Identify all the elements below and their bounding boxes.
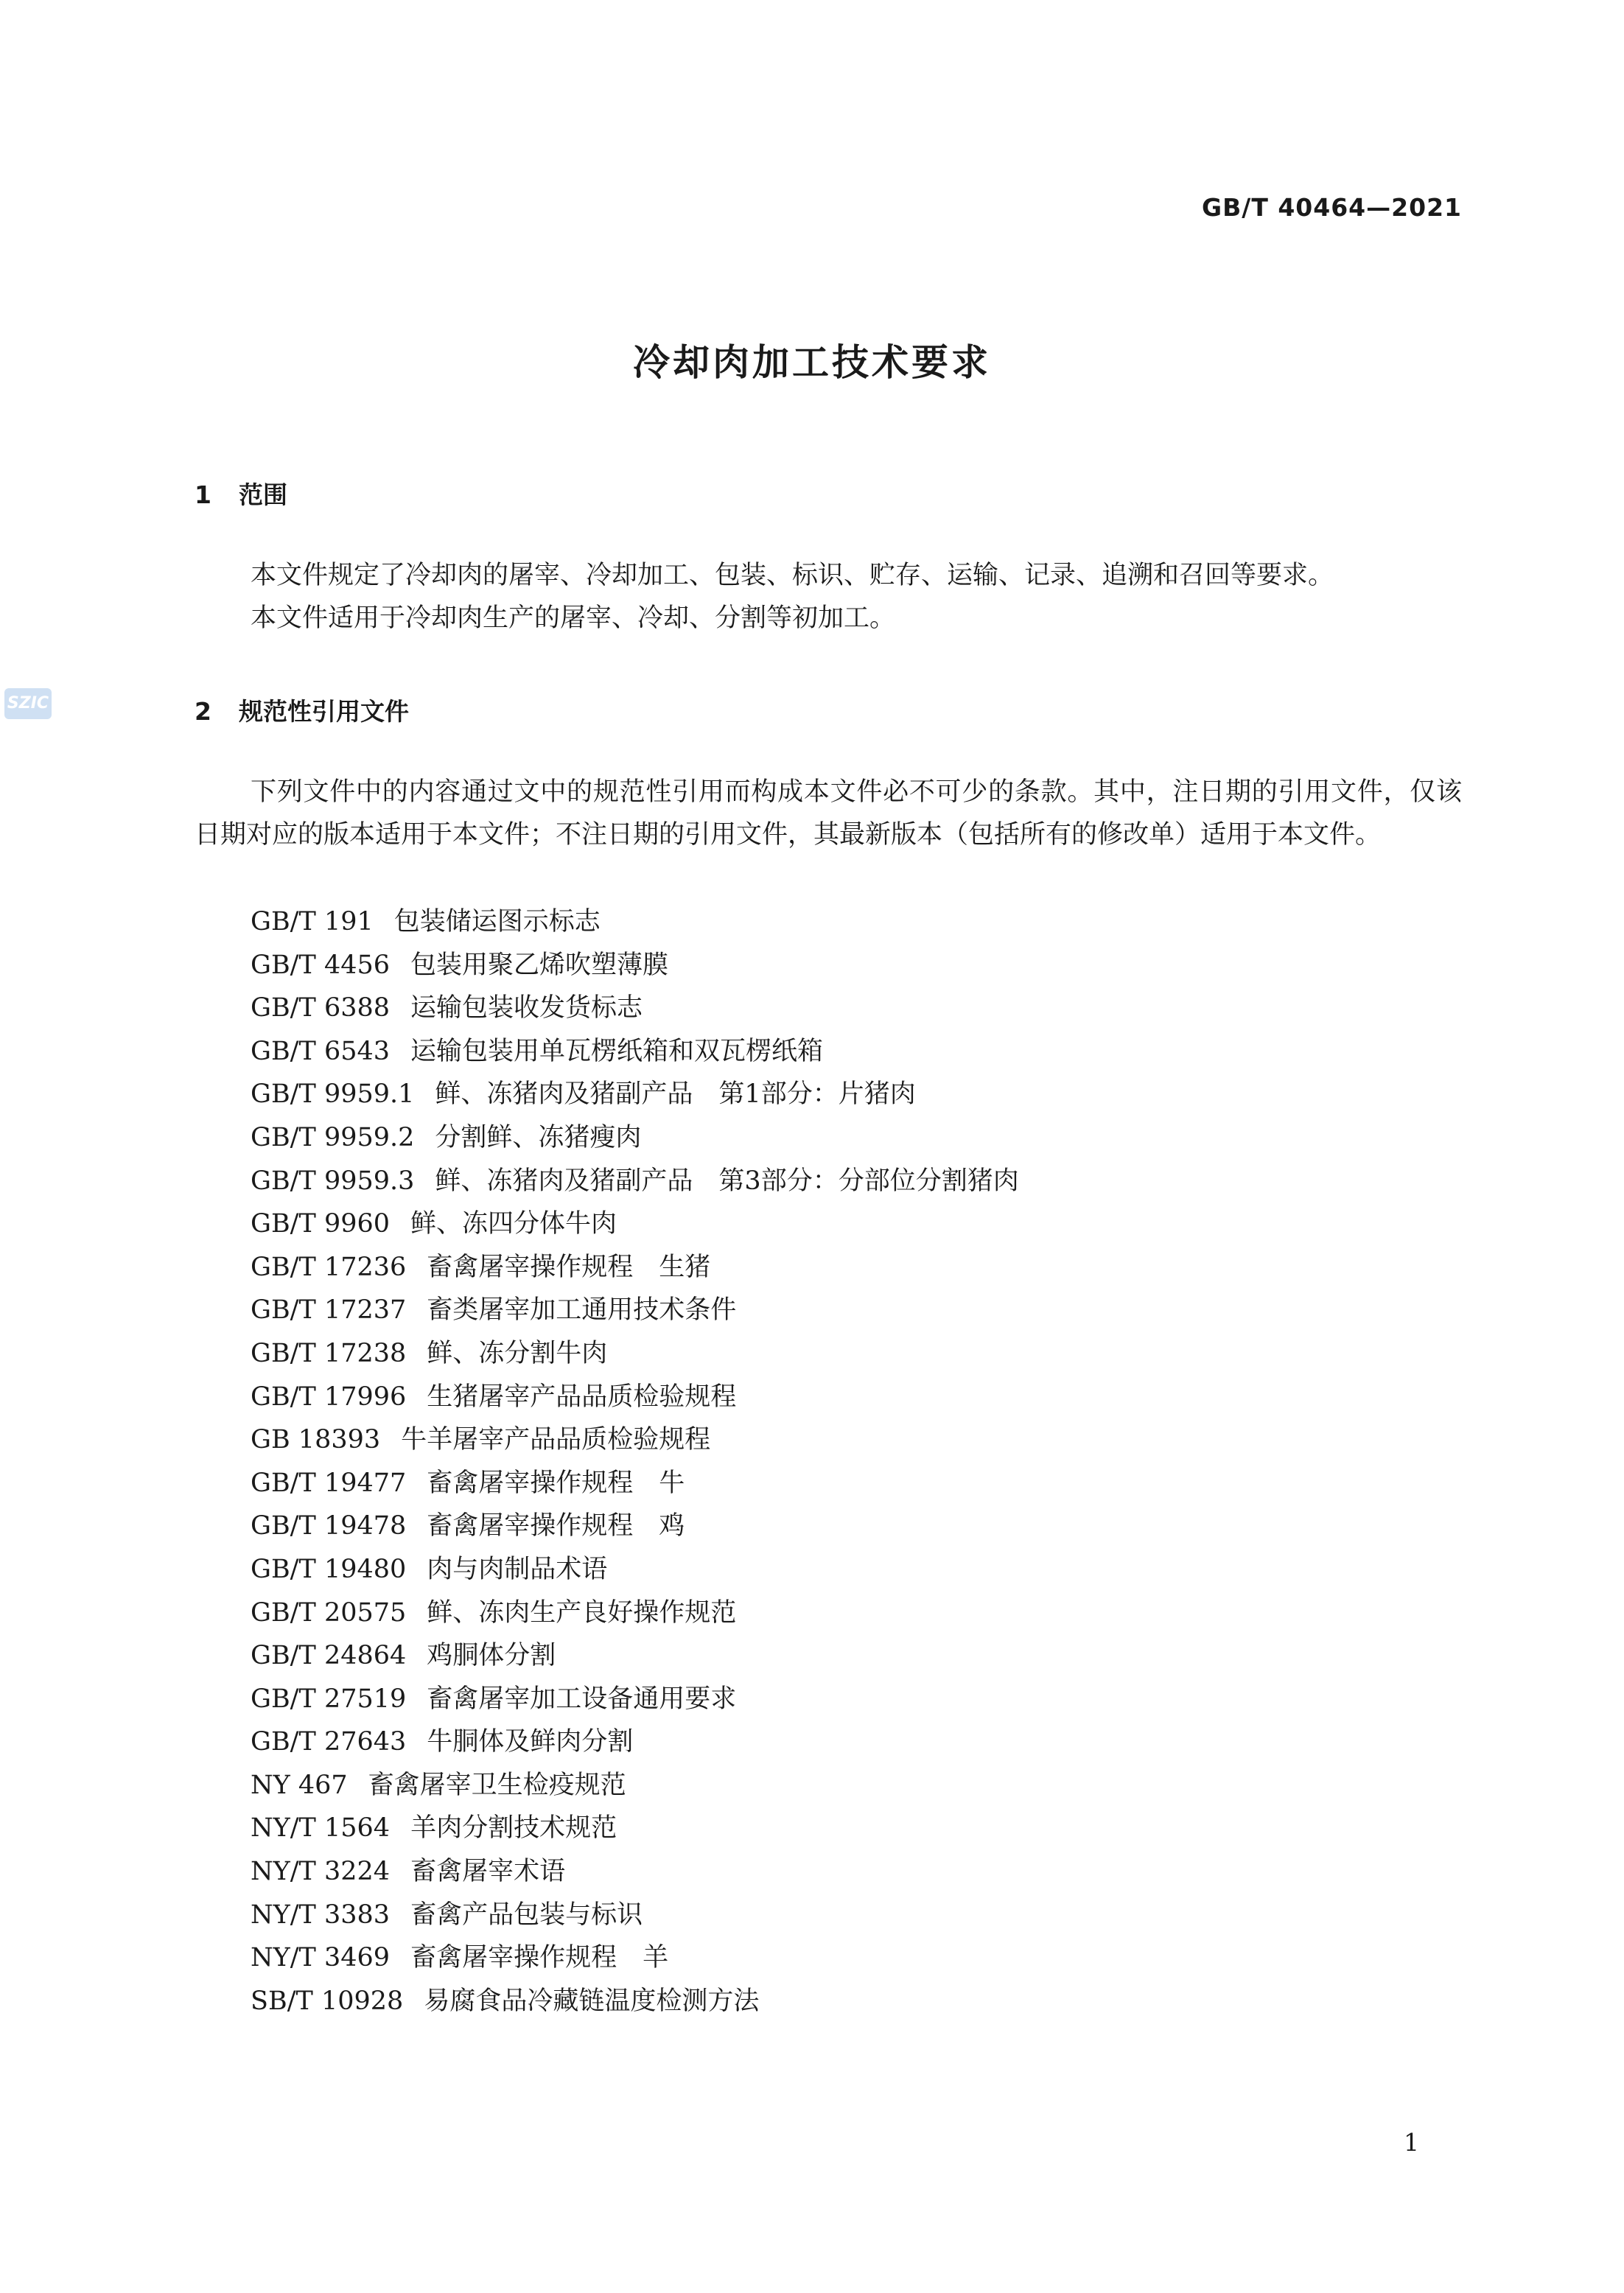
reference-code: GB/T 24864 — [251, 1641, 407, 1671]
reference-title: 运输包装收发货标志 — [410, 993, 643, 1023]
reference-item — [251, 944, 1019, 987]
reference-title: 生猪屠宰产品品质检验规程 — [427, 1382, 737, 1412]
reference-title: 畜禽屠宰操作规程 羊 — [410, 1943, 669, 1973]
reference-item — [251, 1160, 1019, 1203]
reference-title: 畜禽产品包装与标识 — [410, 1900, 643, 1930]
reference-title: 鲜、冻四分体牛肉 — [410, 1209, 617, 1239]
reference-title: 牛羊屠宰产品品质检验规程 — [401, 1425, 711, 1455]
reference-code: GB/T 19478 — [251, 1511, 407, 1541]
reference-item — [251, 1030, 1019, 1074]
reference-code: GB/T 9960 — [251, 1209, 391, 1239]
reference-title: 羊肉分割技术规范 — [410, 1813, 617, 1844]
reference-item — [251, 1850, 1019, 1894]
reference-title: 分割鲜、冻猪瘦肉 — [435, 1122, 642, 1152]
reference-item — [251, 1548, 1019, 1592]
reference-item — [251, 1505, 1019, 1548]
reference-code: GB/T 17996 — [251, 1382, 407, 1412]
reference-title: 畜禽屠宰操作规程 生猪 — [427, 1252, 711, 1282]
watermark-logo: SZIC — [4, 688, 52, 719]
reference-item — [251, 1936, 1019, 1980]
reference-item — [251, 900, 1019, 944]
reference-item — [251, 1980, 1019, 2023]
section-number: 1 — [195, 480, 211, 509]
reference-code: GB/T 17238 — [251, 1338, 407, 1368]
reference-code: GB/T 9959.1 — [251, 1079, 415, 1110]
paragraph: 下列文件中的内容通过文中的规范性引用而构成本文件必不可少的条款。其中，注日期的引用文件，仅该日期对应的版本适用于本文件；不注日期的引用文件，其最新版本（包括所有的修改单）适用于本文件。 — [195, 777, 1462, 850]
section-title: 范围 — [239, 480, 287, 509]
document-title: 冷却肉加工技术要求 — [633, 341, 991, 384]
reference-title: 畜禽屠宰卫生检疫规范 — [368, 1770, 626, 1800]
reference-item — [251, 1073, 1019, 1116]
section-1-body — [195, 554, 1462, 640]
reference-title: 畜禽屠宰术语 — [410, 1857, 566, 1887]
reference-title: 鲜、冻分割牛肉 — [427, 1338, 608, 1368]
reference-title: 鸡胴体分割 — [427, 1641, 556, 1671]
reference-code: GB/T 9959.2 — [251, 1122, 415, 1152]
reference-code: SB/T 10928 — [251, 1986, 404, 2016]
standard-number: GB/T 40464—2021 — [1202, 193, 1462, 222]
reference-code: GB 18393 — [251, 1425, 381, 1455]
normative-references-list — [251, 900, 1019, 2023]
reference-code: NY/T 3224 — [251, 1857, 391, 1887]
reference-code: GB/T 27519 — [251, 1684, 407, 1714]
reference-code: GB/T 6388 — [251, 993, 391, 1023]
reference-item — [251, 1246, 1019, 1289]
reference-title: 畜禽屠宰操作规程 鸡 — [427, 1511, 685, 1541]
reference-code: GB/T 9959.3 — [251, 1166, 415, 1196]
reference-item — [251, 1807, 1019, 1850]
reference-title: 包装储运图示标志 — [393, 907, 601, 937]
reference-item — [251, 1634, 1019, 1678]
reference-title: 畜类屠宰加工通用技术条件 — [427, 1295, 737, 1326]
reference-item — [251, 1418, 1019, 1462]
reference-title: 鲜、冻肉生产良好操作规范 — [427, 1597, 737, 1628]
reference-item — [251, 1894, 1019, 1937]
reference-item — [251, 1678, 1019, 1721]
page-number: 1 — [1404, 2128, 1419, 2157]
reference-code: GB/T 19477 — [251, 1468, 407, 1498]
reference-title: 畜禽屠宰操作规程 牛 — [427, 1468, 685, 1498]
reference-code: GB/T 17236 — [251, 1252, 407, 1282]
reference-item — [251, 987, 1019, 1030]
reference-title: 牛胴体及鲜肉分割 — [427, 1727, 634, 1757]
section-number: 2 — [195, 697, 211, 726]
paragraph: 本文件规定了冷却肉的屠宰、冷却加工、包装、标识、贮存、运输、记录、追溯和召回等要求。 — [251, 561, 1334, 590]
reference-code: NY 467 — [251, 1770, 348, 1800]
reference-item — [251, 1289, 1019, 1332]
reference-code: NY/T 3469 — [251, 1943, 391, 1973]
reference-code: GB/T 20575 — [251, 1597, 407, 1628]
reference-code: GB/T 19480 — [251, 1554, 407, 1584]
reference-code: GB/T 17237 — [251, 1295, 407, 1326]
reference-item — [251, 1592, 1019, 1635]
reference-title: 包装用聚乙烯吹塑薄膜 — [410, 950, 669, 980]
section-title: 规范性引用文件 — [239, 697, 409, 726]
reference-title: 鲜、冻猪肉及猪副产品 第1部分：片猪肉 — [435, 1079, 916, 1110]
reference-item — [251, 1202, 1019, 1246]
reference-title: 肉与肉制品术语 — [427, 1554, 608, 1584]
reference-item — [251, 1376, 1019, 1419]
reference-title: 运输包装用单瓦楞纸箱和双瓦楞纸箱 — [410, 1036, 824, 1066]
reference-code: NY/T 3383 — [251, 1900, 391, 1930]
section-2-heading — [195, 693, 409, 727]
reference-code: GB/T 27643 — [251, 1727, 407, 1757]
reference-code: GB/T 4456 — [251, 950, 391, 980]
reference-code: GB/T 191 — [251, 907, 374, 937]
reference-item — [251, 1462, 1019, 1505]
reference-title: 畜禽屠宰加工设备通用要求 — [427, 1684, 737, 1714]
reference-title: 鲜、冻猪肉及猪副产品 第3部分：分部位分割猪肉 — [435, 1166, 1019, 1196]
section-2-body — [195, 771, 1462, 856]
reference-title: 易腐食品冷藏链温度检测方法 — [424, 1986, 760, 2016]
reference-item — [251, 1332, 1019, 1376]
reference-code: NY/T 1564 — [251, 1813, 391, 1844]
reference-item — [251, 1720, 1019, 1764]
section-1-heading — [195, 476, 287, 511]
reference-code: GB/T 6543 — [251, 1036, 391, 1066]
paragraph: 本文件适用于冷却肉生产的屠宰、冷却、分割等初加工。 — [251, 603, 896, 633]
reference-item — [251, 1116, 1019, 1160]
reference-item — [251, 1764, 1019, 1807]
